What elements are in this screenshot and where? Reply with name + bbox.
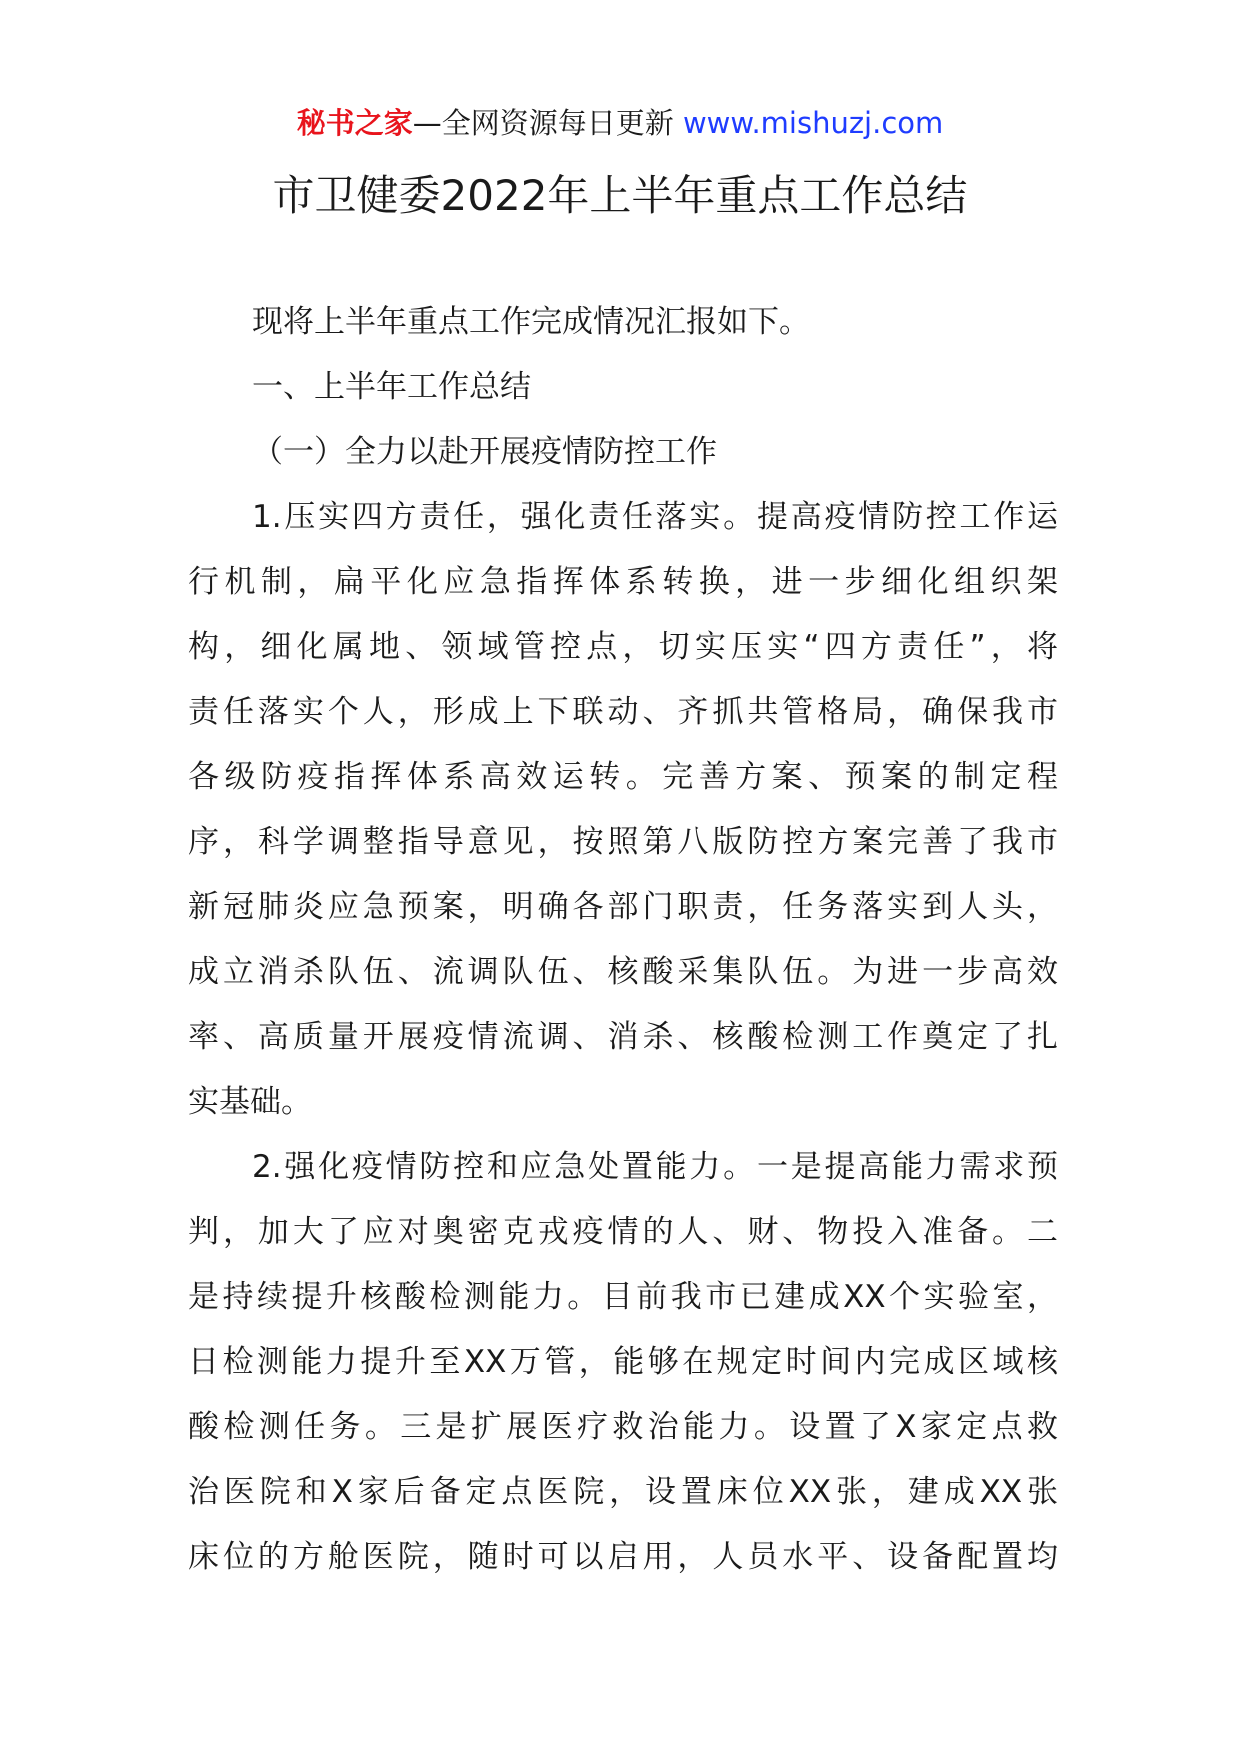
paragraph-line: 成立消杀队伍、流调队伍、核酸采集队伍。为进一步高效 — [188, 954, 1058, 990]
paragraph-line: 责任落实个人，形成上下联动、齐抓共管格局，确保我市 — [188, 694, 1058, 730]
paragraph-line: 新冠肺炎应急预案，明确各部门职责，任务落实到人头， — [188, 889, 1058, 925]
paragraph-line: 2.强化疫情防控和应急处置能力。一是提高能力需求预 — [252, 1149, 1058, 1185]
header-tagline: —全网资源每日更新 — [412, 106, 674, 140]
document-title: 市卫健委2022年上半年重点工作总结 — [272, 171, 968, 220]
paragraph-line: 是持续提升核酸检测能力。目前我市已建成XX个实验室， — [188, 1279, 1058, 1315]
site-header — [0, 103, 1240, 143]
paragraph-line: 各级防疫指挥体系高效运转。完善方案、预案的制定程 — [188, 759, 1058, 795]
paragraph-line: 实基础。 — [188, 1084, 312, 1120]
site-url[interactable]: www.mishuzj.com — [682, 106, 944, 140]
brand-name: 秘书之家 — [296, 106, 413, 140]
intro-paragraph: 现将上半年重点工作完成情况汇报如下。 — [252, 304, 810, 340]
paragraph-line: 床位的方舱医院，随时可以启用，人员水平、设备配置均 — [188, 1539, 1058, 1575]
paragraph-line: 序，科学调整指导意见，按照第八版防控方案完善了我市 — [188, 824, 1058, 860]
paragraph-line: 酸检测任务。三是扩展医疗救治能力。设置了X家定点救 — [188, 1409, 1058, 1445]
paragraph-line: 率、高质量开展疫情流调、消杀、核酸检测工作奠定了扎 — [188, 1019, 1058, 1055]
section-heading: 一、上半年工作总结 — [252, 369, 531, 405]
subsection-heading: （一）全力以赴开展疫情防控工作 — [252, 434, 717, 470]
document-body — [188, 290, 1058, 1590]
paragraph-line: 构，细化属地、领域管控点，切实压实“四方责任”，将 — [188, 629, 1058, 665]
paragraph-line: 行机制，扁平化应急指挥体系转换，进一步细化组织架 — [188, 564, 1058, 600]
paragraph-1 — [188, 485, 1058, 1135]
paragraph-line: 判，加大了应对奥密克戎疫情的人、财、物投入准备。二 — [188, 1214, 1058, 1250]
paragraph-line: 日检测能力提升至XX万管，能够在规定时间内完成区域核 — [188, 1344, 1058, 1380]
paragraph-2 — [188, 1135, 1058, 1590]
paragraph-line: 治医院和X家后备定点医院，设置床位XX张，建成XX张 — [188, 1474, 1058, 1510]
paragraph-line: 1.压实四方责任，强化责任落实。提高疫情防控工作运 — [252, 499, 1058, 535]
